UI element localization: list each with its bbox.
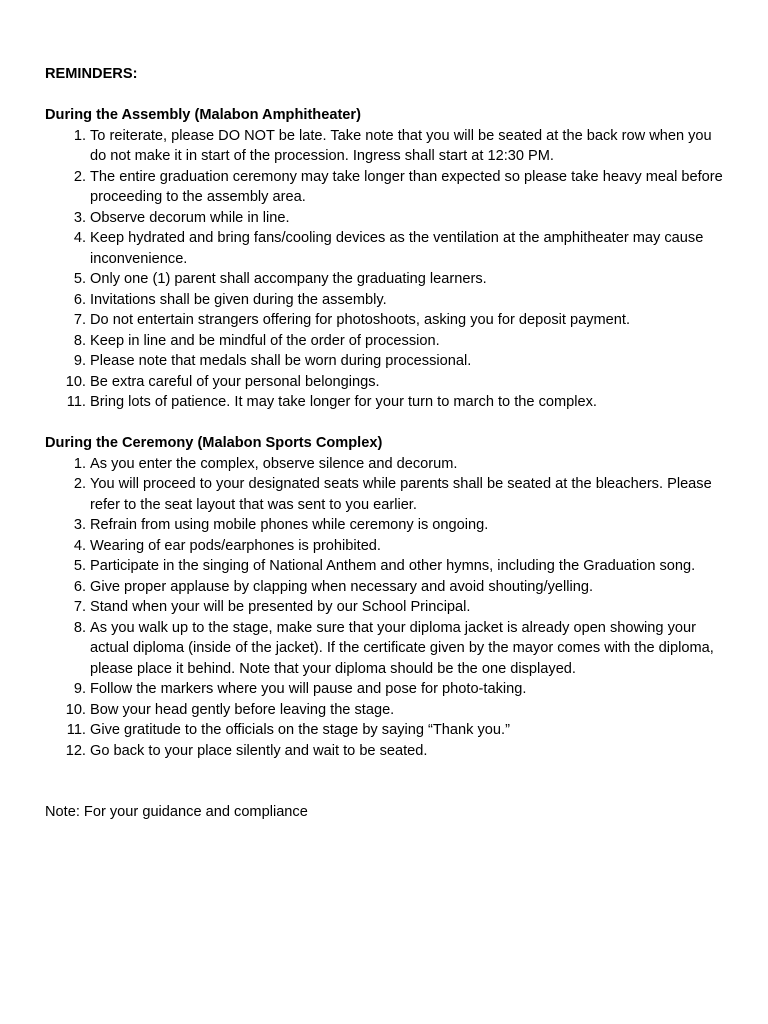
item-text: The entire graduation ceremony may take longer than expected so please take heavy meal before proceeding to the assembly area.: [90, 168, 723, 205]
item-text: To reiterate, please DO NOT be late. Take note that you will be seated at the back row when you do not make it in start of the procession. Ingress shall start at 12:30 PM.: [90, 127, 712, 164]
list-item: [45, 290, 725, 311]
ceremony-reminder-list: [45, 454, 725, 762]
list-item: [45, 577, 725, 598]
list-item: [45, 720, 725, 741]
item-text: Keep in line and be mindful of the order of procession.: [90, 332, 440, 349]
list-item: [45, 392, 725, 413]
list-item: [45, 741, 725, 762]
section-heading-assembly: During the Assembly (Malabon Amphitheater): [45, 107, 361, 123]
item-number: 1.: [73, 455, 86, 472]
list-item: [45, 310, 725, 331]
list-item: [45, 618, 725, 680]
item-number: 11.: [66, 722, 86, 738]
item-number: 5.: [73, 271, 86, 287]
item-text: Give proper applause by clapping when necessary and avoid shouting/yelling.: [90, 578, 593, 595]
item-number: 9.: [73, 353, 86, 369]
item-text: Participate in the singing of National Anthem and other hymns, including the Graduation song.: [90, 558, 696, 574]
item-text: Bring lots of patience. It may take longer for your turn to march to the complex.: [90, 394, 597, 410]
item-text: Do not entertain strangers offering for photoshoots, asking you for deposit payment.: [90, 312, 631, 328]
list-item: [45, 515, 725, 536]
document-title: REMINDERS:: [45, 66, 138, 82]
item-text: Only one (1) parent shall accompany the graduating learners.: [90, 271, 487, 287]
item-number: 11.: [66, 394, 86, 410]
list-item: [45, 454, 725, 475]
item-text: Invitations shall be given during the assembly.: [90, 291, 387, 308]
list-item: [45, 700, 725, 721]
item-text: Observe decorum while in line.: [90, 209, 290, 226]
item-text: Give gratitude to the officials on the stage by saying “Thank you.”: [90, 722, 510, 738]
section-heading-ceremony: During the Ceremony (Malabon Sports Complex): [45, 435, 383, 451]
item-number: 6.: [73, 578, 86, 595]
closing-note: Note: For your guidance and compliance: [45, 804, 308, 820]
spacer: [45, 782, 725, 803]
list-item: [45, 228, 725, 269]
item-number: 3.: [73, 209, 86, 226]
list-item: [45, 126, 725, 167]
item-text: Go back to your place silently and wait to be seated.: [90, 742, 428, 759]
list-item: [45, 679, 725, 700]
list-item: [45, 351, 725, 372]
item-number: 2.: [73, 476, 86, 492]
item-number: 7.: [73, 312, 86, 328]
list-item: [45, 536, 725, 557]
item-text: Please note that medals shall be worn during processional.: [90, 353, 472, 369]
item-number: 4.: [73, 230, 86, 246]
item-number: 1.: [73, 127, 86, 144]
item-text: Follow the markers where you will pause and pose for photo-taking.: [90, 681, 527, 697]
item-number: 4.: [73, 537, 86, 554]
spacer: [45, 85, 725, 106]
item-text: As you walk up to the stage, make sure that your diploma jacket is already open showing your actual diploma (inside of the jacket). If the certificate given by the mayor comes with the diploma, please place it behind. Note that your diploma should be the one displayed.: [90, 619, 714, 677]
item-text: Keep hydrated and bring fans/cooling devices as the ventilation at the amphitheater may cause inconvenience.: [90, 230, 704, 267]
item-text: Bow your head gently before leaving the stage.: [90, 701, 395, 718]
document-page: [45, 64, 725, 823]
item-text: Stand when your will be presented by our School Principal.: [90, 599, 471, 615]
item-number: 10.: [65, 701, 86, 718]
item-text: As you enter the complex, observe silence and decorum.: [90, 455, 458, 472]
item-text: Wearing of ear pods/earphones is prohibited.: [90, 537, 381, 554]
list-item: [45, 269, 725, 290]
list-item: [45, 597, 725, 618]
item-number: 3.: [73, 517, 86, 533]
list-item: [45, 372, 725, 393]
item-number: 5.: [73, 558, 86, 574]
item-number: 12.: [65, 742, 86, 759]
list-item: [45, 331, 725, 352]
list-item: [45, 167, 725, 208]
item-number: 9.: [73, 681, 86, 697]
spacer: [45, 413, 725, 434]
item-number: 6.: [73, 291, 86, 308]
list-item: [45, 556, 725, 577]
item-text: Be extra careful of your personal belongings.: [90, 373, 380, 390]
item-number: 8.: [73, 332, 86, 349]
list-item: [45, 208, 725, 229]
item-number: 7.: [73, 599, 86, 615]
spacer: [45, 761, 725, 782]
item-text: You will proceed to your designated seats while parents shall be seated at the bleachers. Please refer to the seat layout that was sent to you earlier.: [90, 476, 712, 513]
item-text: Refrain from using mobile phones while ceremony is ongoing.: [90, 517, 489, 533]
item-number: 2.: [73, 168, 86, 185]
list-item: [45, 474, 725, 515]
item-number: 10.: [65, 373, 86, 390]
item-number: 8.: [73, 619, 86, 636]
assembly-reminder-list: [45, 126, 725, 413]
